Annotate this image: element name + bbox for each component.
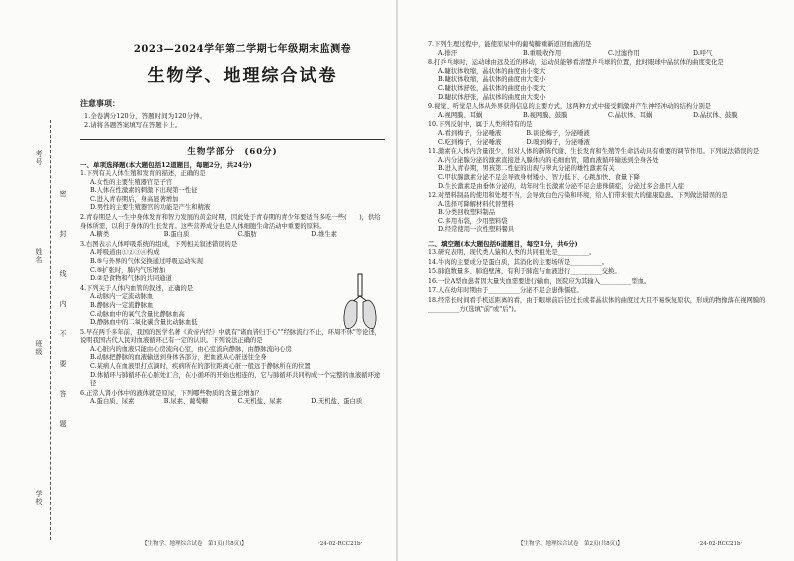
right-footer-label: 【生物学、地理综合试卷 第2页(共8页)】 [518, 541, 623, 547]
answer-option: A.蛋白质、尿素 [90, 398, 135, 406]
answer-option: D.维生素 [311, 231, 337, 239]
question-stem: 8.打乒乓球时，运动球由远及近的移动，运动员能够看清楚乒乓球的位置，此时眼球中晶状体的曲度变化是 [428, 59, 724, 67]
fill-question: 14.牛肉的主要成分是蛋白质，其消化的主要场所是__________。 [428, 258, 609, 266]
answer-option: B.⑤与外界的气体交换通过呼吸运动实现 [90, 257, 204, 265]
answer-option: B.分类回收塑料制品 [438, 209, 496, 217]
answer-option: B.视网膜、鼓膜 [523, 111, 568, 119]
answer-option: C.过滤作用 [608, 49, 640, 57]
answer-option: A.动脉内一定流动脉血 [90, 293, 154, 301]
left-content [80, 40, 385, 407]
margin-seal-2: 封 [59, 230, 67, 238]
margin-label-school: 学校 [35, 490, 43, 506]
answer-option: D.体循环与肺循环在心脏处汇合，在小循环的开始也相连的，它与肺循环共同构成一个完整的血液循环途径 [90, 371, 381, 388]
answer-option-row [428, 112, 778, 121]
question [428, 41, 778, 58]
notice-2: 2.请将各题答案填写在答题卡上。 [84, 121, 182, 129]
question [80, 390, 385, 407]
question-stem: 1.下列有关人体生殖和发育的描述，正确的是 [80, 170, 206, 177]
answer-option: C.某病人在血液里打点滴时，疾病所在的部位距离心脏一般远于静脉所在的位置 [90, 363, 311, 371]
fill-question: 16.一位A型血患者因大量失血需要进行输血，医院应为其输入__________型血。 [428, 277, 651, 285]
answer-option: A.糖类 [90, 231, 110, 239]
margin-seal-5: 不 [59, 330, 67, 338]
question [80, 170, 385, 213]
answer-option: A.选择可降解材料代替塑料 [438, 200, 514, 208]
respiratory-system-diagram [340, 272, 380, 332]
fill-question: 18.经常长时间看手机近距离的看，由于眼球前后径过长或者晶状体的曲度过大且不易恢复原状，形成的物像落在视网膜的__________方(选填"前"或"后")。 [428, 297, 766, 313]
answer-option: D.男性的主要生殖器官的功能是产生和精液 [90, 204, 211, 212]
right-footer-code: ·24-02-RCC21b· [698, 541, 743, 547]
answer-option: A.内分泌腺分泌的激素直接进入腺体内的毛细血管，随血液循环输送到全身各处 [438, 156, 659, 164]
answer-option-row [80, 231, 385, 240]
answer-option: D.②是食物和气体的共同通道 [90, 275, 172, 283]
answer-option: B.静脉内一定流静脉血 [90, 301, 154, 309]
question-stem: 7.下列生理过程中，能使原尿中的葡萄糖重新返回血液的是 [428, 41, 592, 48]
answer-option: D.生长激素是由垂体分泌的，幼年时生长激素分泌不足会患侏儒症，分泌过多会患巨人症 [438, 182, 685, 190]
answer-option: A.女性的主要生殖器官是子宫 [90, 178, 173, 186]
fill-question: 15.肺泡数量多、肺泡壁薄，有利于肺泡与血液进行__________交换。 [428, 268, 621, 276]
question-stem: 5.早在两千多年前，我国的医学名著《黄帝内经》中就有"诸血皆归于心""经脉流行不止，环周不休"等论述，说明我国古代人民对血液循环已有一定的认识。下列说法正确的是 [80, 328, 381, 345]
notice-1: 1.全卷满分120分，答题时间为120分钟。 [84, 112, 207, 120]
question-stem: 10.下列反射中，属于人类所特有的是 [428, 121, 533, 129]
right-content [428, 40, 778, 314]
question-stem: 2.青春期是人一生中身体发育和智力发展的黄金时期，因此处于青春期的青少年要适当多吃一些( )，供给身体所需，以利于身体的生长发育。这些营养成分也是人体细胞生命活动中重要的原料。 [80, 213, 381, 230]
answer-option: B.蛋白质 [163, 231, 190, 239]
margin-seal-8: 题 [59, 420, 67, 428]
question [428, 192, 778, 235]
question [80, 329, 385, 389]
margin-seal-3: 线 [59, 270, 67, 278]
answer-option-row [80, 398, 385, 407]
answer-option: A.视网膜、耳蜗 [438, 111, 483, 119]
fill-question: 17.人在幼年时期由于__________分泌不足会患侏儒症。 [428, 287, 583, 295]
part1-heading: 一、单项选择题(本大题包括12道题目，每题2分，共24分) [80, 161, 252, 169]
margin-label-id: 考号 [35, 150, 43, 166]
margin-label-class: 班级 [35, 340, 43, 356]
left-footer-label: 【生物学、地理综合试卷 第1页(共8页)】 [142, 541, 247, 547]
answer-option: D.无机盐、蛋白质 [311, 398, 363, 406]
margin-seal-7: 答 [59, 390, 67, 398]
question-stem: 9.视觉、听觉是人体从外界获得信息的主要方式，这两种方式中接受刺激并产生神经冲动的结构分别是 [428, 103, 712, 111]
exam-subtitle: 生物学、地理综合试卷 [147, 66, 338, 86]
answer-option: D.晶状体、鼓膜 [693, 111, 738, 119]
answer-option: D.静脉血中的二氧化碳含量比动脉血低 [90, 319, 198, 327]
question [428, 121, 778, 147]
seal-line [50, 120, 51, 540]
answer-option: D.睫状体舒张，晶状体的曲度由大变小 [438, 93, 546, 101]
answer-option: D.经常使用一次性塑料餐具 [438, 226, 515, 234]
answer-option: A.心脏内的血液只能由心房流向心室，由心室流向静脉，由静脉流向心房 [90, 345, 292, 353]
answer-option-row [428, 50, 778, 59]
answer-option: D.呼气 [693, 49, 713, 57]
answer-option: B.尿素、葡萄糖 [163, 398, 209, 406]
question [80, 214, 385, 240]
answer-option: B.重吸收作用 [523, 49, 562, 57]
question-stem: 6.正常人肾小体中的液体就是原尿，下列哪些物质的含量会增加？ [80, 389, 263, 397]
answer-option: C.晶状体、耳蜗 [608, 111, 653, 119]
answer-option: C.进入青春期后，身高显著增加 [90, 195, 179, 203]
question-stem: 12.对塑料制品的使用和处理不当，会导致白色污染和环境，给人们带来很大的健康隐患。下列做法错误的是 [428, 192, 728, 200]
answer-option: C.甲状腺激素分泌不足会导致身材矮小、智力低下、心跳加快、食量下降 [438, 173, 640, 181]
answer-option: B.动脉把静脉的血液输送到身体各部分，把血液从心脏送往全身 [90, 354, 267, 362]
right-question-list [428, 41, 778, 235]
answer-option: A.睫状体收缩，晶状体的曲度由小变大 [438, 67, 546, 75]
answer-option: C.动脉血中的氧气含量比静脉血高 [90, 310, 185, 318]
question [428, 103, 778, 120]
answer-option: C.脂肪 [237, 231, 257, 239]
answer-option: A.呼吸道由①②③④构成 [90, 249, 160, 257]
exam-title: 2023—2024学年第二学期七年级期末监测卷 [133, 44, 352, 55]
question [428, 148, 778, 191]
right-page [398, 0, 794, 561]
binding-margin [0, 0, 70, 561]
fill-question: 13.研究表明，现代类人猿和人类的共同祖先是__________。 [428, 249, 596, 257]
answer-option: A.看到梅子，分泌唾液 B.谈论梅子，分泌唾液 [438, 129, 590, 137]
answer-option: B.睫状体收缩，晶状体的曲度由大变小 [438, 76, 546, 84]
section-title: 生物学部分 (60分) [80, 139, 385, 157]
answer-option: C.吃到梅子，分泌唾液 D.嗅到梅子，分泌唾液 [438, 138, 590, 146]
margin-seal-1: 密 [59, 190, 67, 198]
question-stem: 11.激素在人体内含量很少，但对人体的新陈代谢、生长发育和生殖等生命活动具有重要的调节作用。下列说法错误的是 [428, 148, 760, 156]
answer-option: B.进入青春期，男孩第二性征的出现与睾丸分泌的雄性激素有关 [438, 165, 615, 173]
margin-label-name: 姓名 [35, 248, 43, 264]
question-stem: 4.下列关于人体内血管的叙述，正确的是 [80, 284, 194, 292]
answer-option: C.无机盐、尿素 [237, 398, 282, 406]
answer-option: B.人体在性激素的刺激下出现第一性征 [90, 187, 198, 195]
margin-seal-6: 要 [59, 360, 67, 368]
left-footer-code: ·24-02-RCC21b· [318, 541, 363, 547]
fill-question-list [428, 249, 778, 314]
answer-option: C.⑤扩张时，肺内气压增加 [90, 266, 166, 274]
answer-option: C.睫状体舒张，晶状体的曲度由小变大 [438, 84, 546, 92]
question-stem: 3.右图表示人体呼吸系统的组成，下列相关叙述错误的是 [80, 240, 238, 248]
question [428, 59, 778, 102]
answer-option: A.排汗 [438, 49, 458, 57]
part2-heading: 二、填空题(本大题包括6道题目，每空1分，共6分) [428, 240, 578, 249]
notice-heading: 注意事项： [80, 98, 120, 108]
margin-seal-4: 内 [59, 300, 67, 308]
answer-option: C.多用布袋，少用塑料袋 [438, 217, 508, 225]
